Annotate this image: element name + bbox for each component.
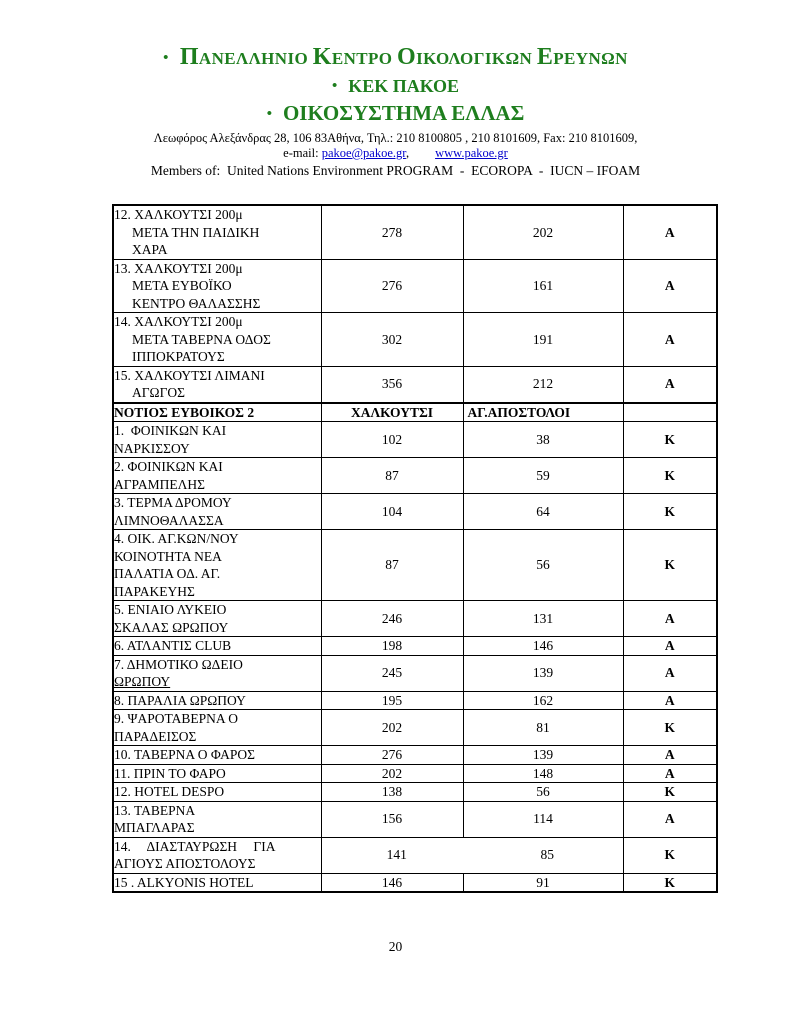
table-header-row [113,403,717,422]
station-name-cell [113,746,321,765]
suitability-grade-cell: Α [623,259,717,313]
station-name-line: 14. ΧΑΛΚΟΥΤΣΙ 200μ [114,314,243,329]
members-line: Members of: United Nations Environment PROGRAM - ECOROPA - IUCN – IFOAM [150,163,641,178]
value-chalkoutsi-cell: 302 [321,313,463,367]
table-container [112,204,791,893]
suitability-grade-cell: Κ [623,422,717,458]
station-name-cell [113,366,321,403]
org-title-line2-text: ΚΕΚ ΠΑΚΟΕ [348,76,459,96]
suitability-grade-cell [623,403,717,422]
value-ag-apostoloi-cell: 191 [463,313,623,367]
value-chalkoutsi-cell: 87 [321,530,463,601]
value-chalkoutsi-cell: 87 [321,458,463,494]
suitability-grade-cell: Κ [623,710,717,746]
bullet-icon: • [266,106,272,122]
org-title-line1-text: ΠΑΝΕΛΛΗΝΙΟ ΚΕΝΤΡΟ ΟΙΚΟΛΟΓΙΚΩΝ ΕΡΕΥΝΩΝ [179,44,628,70]
org-title-line1 [0,44,791,71]
org-title-line3-text: ΟΙΚΟΣΥΣΤΗΜΑ ΕΛΛΑΣ [282,101,525,125]
suitability-grade-cell: Κ [623,837,717,873]
value-chalkoutsi-cell: 278 [321,205,463,259]
station-name-cell [113,873,321,892]
value-chalkoutsi-cell: 245 [321,655,463,691]
water-quality-table [112,204,718,893]
station-name-line: ΠΑΛΑΤΙΑ ΟΔ. ΑΓ. [114,566,221,581]
value-ag-apostoloi-cell: 139 [463,655,623,691]
table-row [113,746,717,765]
table-row [113,530,717,601]
address-line: Λεωφόρος Αλεξάνδρας 28, 106 83Αθήνα, Τηλ.: 210 8100805 , 210 8101609, Fax: 210 8101609, [153,131,638,145]
station-name-cell [113,494,321,530]
station-name-line: 8. ΠΑΡΑΛΙΑ ΩΡΩΠΟΥ [114,692,246,708]
station-name-line: 10. ΤΑΒΕΡΝΑ Ο ΦΑΡΟΣ [114,747,256,762]
table-row [113,764,717,783]
station-name-line: ΚΟΙΝΟΤΗΤΑ ΝΕΑ [114,548,222,564]
table-row [113,837,717,873]
station-name-cell [113,801,321,837]
value-chalkoutsi-cell: 246 [321,601,463,637]
table-row [113,691,717,710]
table-row [113,710,717,746]
station-name-line: 11. ΠΡΙΝ ΤΟ ΦΑΡΟ [114,765,226,781]
value-ag-apostoloi-cell: 59 [463,458,623,494]
table-row [113,494,717,530]
header-ag-apostoloi-cell: ΑΓ.ΑΠΟΣΤΟΛΟΙ [463,403,623,422]
station-name-line: 9. ΨΑΡΟΤΑΒΕΡΝΑ Ο [114,711,239,726]
value-chalkoutsi-cell: 102 [321,422,463,458]
table-row [113,637,717,656]
suitability-grade-cell: Α [623,746,717,765]
station-name-line: 2. ΦΟΙΝΙΚΩΝ ΚΑΙ [114,459,223,474]
letterhead [0,0,791,179]
value-ag-apostoloi-cell: 148 [463,764,623,783]
station-name-cell [113,655,321,691]
value-chalkoutsi-cell: 104 [321,494,463,530]
station-name-line: 3. ΤΕΡΜΑ ΔΡΟΜΟΥ [114,495,232,510]
station-name-line: 15. ΧΑΛΚΟΥΤΣΙ ΛΙΜΑΝΙ [114,367,265,383]
website-link[interactable]: www.pakoe.gr [435,146,508,160]
station-name-cell [113,710,321,746]
bullet-icon: • [331,78,338,94]
value-ag-apostoloi-cell: 81 [463,710,623,746]
bullet-icon: • [163,50,169,66]
comma: , [405,146,410,160]
value-chalkoutsi: 141 [386,847,407,863]
suitability-grade-cell: Α [623,637,717,656]
station-name-line: 13. ΤΑΒΕΡΝΑ [114,802,196,818]
station-name-line: 5. ΕΝΙΑΙΟ ΛΥΚΕΙΟ [114,602,227,617]
station-name-line: ΚΕΝΤΡΟ ΘΑΛΑΣΣΗΣ [132,295,261,311]
value-chalkoutsi-cell: 146 [321,873,463,892]
email-link[interactable]: pakoe@pakoe.gr [321,146,406,160]
region-name-cell [113,403,321,422]
table-row [113,655,717,691]
station-name-cell [113,637,321,656]
station-name-line: 12. ΧΑΛΚΟΥΤΣΙ 200μ [114,207,243,222]
value-ag-apostoloi-cell: 131 [463,601,623,637]
station-name-line: ΑΓΡΑΜΠΕΛΗΣ [114,476,205,492]
value-chalkoutsi-cell: 156 [321,801,463,837]
station-name-line: 6. ΑΤΛΑΝΤΙΣ CLUB [114,638,232,653]
station-name-cell [113,205,321,259]
station-name-line: ΣΚΑΛΑΣ ΩΡΩΠΟΥ [114,619,229,635]
table-row [113,458,717,494]
suitability-grade-cell: Α [623,313,717,367]
station-name-cell [113,530,321,601]
value-ag-apostoloi-cell: 162 [463,691,623,710]
station-name-line: 7. ΔΗΜΟΤΙΚΟ ΩΔΕΙΟ [114,656,243,672]
station-name-cell [113,313,321,367]
suitability-grade-cell: Κ [623,873,717,892]
page-number: 20 [388,939,403,954]
value-ag-apostoloi-cell: 56 [463,783,623,802]
table-row [113,873,717,892]
value-chalkoutsi-cell: 356 [321,366,463,403]
value-chalkoutsi-cell: 198 [321,637,463,656]
suitability-grade-cell: Α [623,601,717,637]
station-name-line: 12. HOTEL DESPO [114,784,225,799]
value-chalkoutsi-cell: 138 [321,783,463,802]
table-row [113,783,717,802]
value-ag-apostoloi-cell: 212 [463,366,623,403]
station-name-cell [113,601,321,637]
value-ag-apostoloi-cell: 114 [463,801,623,837]
station-name-cell [113,422,321,458]
value-ag-apostoloi-cell: 202 [463,205,623,259]
station-name-cell [113,837,321,873]
station-name-line: ΑΓΙΟΥΣ ΑΠΟΣΤΟΛΟΥΣ [114,856,256,871]
table-row [113,259,717,313]
contact-line [0,146,791,161]
suitability-grade-cell: Α [623,366,717,403]
table-row [113,801,717,837]
suitability-grade-cell: Κ [623,458,717,494]
station-name-line: 1. ΦΟΙΝΙΚΩΝ ΚΑΙ [114,423,227,438]
station-name-cell [113,783,321,802]
suitability-grade-cell: Κ [623,530,717,601]
station-name-cell [113,691,321,710]
org-title-line3 [0,101,791,126]
value-chalkoutsi-cell: 276 [321,746,463,765]
suitability-grade-cell: Α [623,764,717,783]
value-chalkoutsi-cell: 195 [321,691,463,710]
header-chalkoutsi-cell: ΧΑΛΚΟΥΤΣΙ [321,403,463,422]
merged-values-cell [321,837,623,873]
value-chalkoutsi-cell: 202 [321,710,463,746]
station-name-line: ΝΑΡΚΙΣΣΟΥ [114,440,190,456]
suitability-grade-cell: Α [623,655,717,691]
org-title-line2 [0,76,791,97]
station-name-cell [113,458,321,494]
table-row [113,366,717,403]
table-row [113,601,717,637]
value-ag-apostoloi-cell: 146 [463,637,623,656]
station-name-line: ΜΕΤΑ ΕΥΒΟΪΚΟ [132,278,232,293]
station-name-line: ΜΕΤΑ ΤΗΝ ΠΑΙΔΙΚΗ [132,224,260,240]
value-ag-apostoloi: 85 [540,847,554,863]
station-name-line: ΜΠΑΓΛΑΡΑΣ [114,820,195,835]
station-name-line: ΙΠΠΟΚΡΑΤΟΥΣ [132,349,225,364]
suitability-grade-cell: Α [623,801,717,837]
value-ag-apostoloi-cell: 91 [463,873,623,892]
station-name-line: ΩΡΩΠΟΥ [114,674,171,689]
station-name-line: 13. ΧΑΛΚΟΥΤΣΙ 200μ [114,260,243,276]
value-ag-apostoloi-cell: 139 [463,746,623,765]
email-label: e-mail: [283,146,322,160]
station-name-line: ΝΟΤΙΟΣ ΕΥΒΟΙΚΟΣ 2 [114,404,255,420]
suitability-grade-cell: Κ [623,494,717,530]
value-chalkoutsi-cell: 202 [321,764,463,783]
station-name-line: ΜΕΤΑ ΤΑΒΕΡΝΑ ΟΔΟΣ [132,331,271,347]
value-ag-apostoloi-cell: 161 [463,259,623,313]
station-name-line: ΠΑΡΑΔΕΙΣΟΣ [114,728,197,744]
value-chalkoutsi-cell: 276 [321,259,463,313]
station-name-cell [113,259,321,313]
station-name-line: ΧΑΡΑ [132,242,168,257]
station-name-line: ΛΙΜΝΟΘΑΛΑΣΣΑ [114,512,224,528]
suitability-grade-cell: Κ [623,783,717,802]
suitability-grade-cell: Α [623,205,717,259]
value-ag-apostoloi-cell: 38 [463,422,623,458]
station-name-cell [113,764,321,783]
station-name-line: 4. ΟΙΚ. ΑΓ.ΚΩΝ/ΝΟΥ [114,531,239,546]
station-name-line: 15 . ALKYONIS HOTEL [114,874,254,890]
station-name-line: 14. ΔΙΑΣΤΑΥΡΩΣΗ ΓΙΑ [114,838,276,854]
station-name-line: ΠΑΡΑΚΕΥΗΣ [114,583,195,599]
table-row [113,205,717,259]
suitability-grade-cell: Α [623,691,717,710]
table-row [113,422,717,458]
value-ag-apostoloi-cell: 64 [463,494,623,530]
table-row [113,313,717,367]
value-ag-apostoloi-cell: 56 [463,530,623,601]
station-name-line: ΑΓΩΓΟΣ [132,385,185,400]
